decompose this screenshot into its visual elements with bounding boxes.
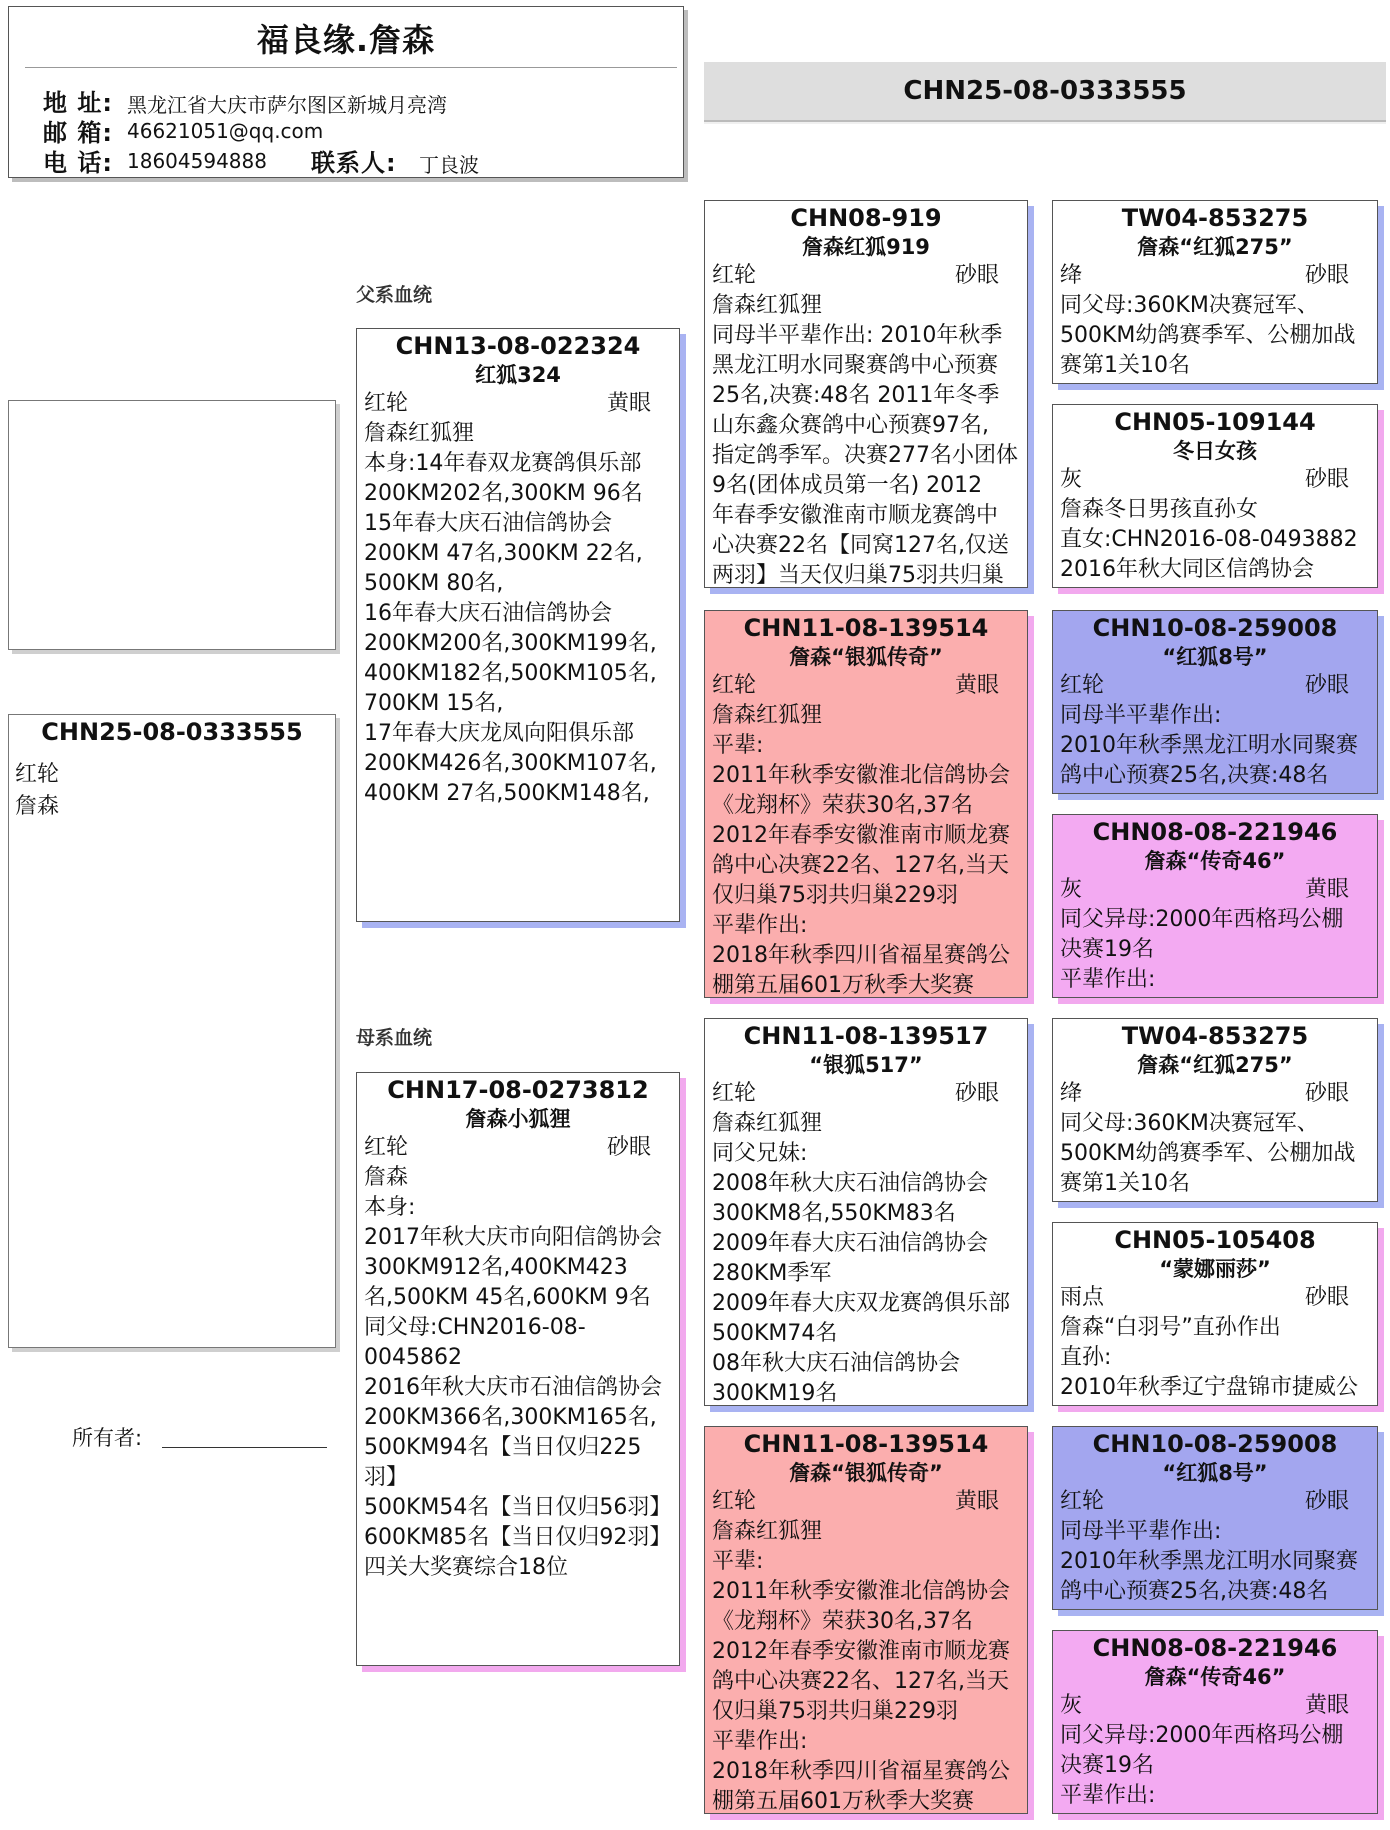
ring-number: CHN05-109144 — [1114, 408, 1316, 436]
owner-signature-line — [162, 1447, 327, 1448]
pedigree-note-line: 200KM426名,300KM107名, — [364, 751, 657, 776]
pedigree-note-line: 500KM 80名, — [364, 571, 504, 596]
pedigree-note-line: 2012年春季安徽淮南市顺龙赛 — [712, 823, 1010, 848]
pedigree-note-line: 300KM8名,550KM83名 — [712, 1201, 956, 1226]
ring-number: CHN13-08-022324 — [395, 332, 641, 360]
pedigree-note-line: 2009年春大庆石油信鸽协会 — [712, 1231, 988, 1256]
contact-value: 丁良波 — [419, 153, 479, 177]
pedigree-note-line: 300KM19名 — [712, 1381, 838, 1406]
sire-dam-card — [704, 610, 1028, 998]
pedigree-note-line: 0045862 — [364, 1345, 462, 1370]
sire-sire-card — [704, 200, 1028, 588]
pedigree-note-line: 2016年秋大庆市石油信鸽协会 — [364, 1375, 662, 1400]
eye-type: 黄眼 — [1304, 1693, 1349, 1718]
sds-card — [1052, 610, 1378, 794]
pedigree-note-line: 两羽】当天仅归巢75羽共归巢 — [712, 563, 1004, 588]
ring-number: CHN11-08-139517 — [743, 1022, 989, 1050]
eye-type: 黄眼 — [954, 1489, 999, 1514]
color-eye-row — [1053, 1283, 1377, 1313]
color-eye-row — [1053, 1079, 1377, 1109]
pedigree-note-line: 同母半平辈作出: 2010年秋季 — [712, 323, 1003, 348]
dam-card — [356, 1072, 680, 1666]
breeder-title: 福良缘.詹森 — [256, 21, 436, 59]
pedigree-note-line: 名,500KM 45名,600KM 9名 — [364, 1285, 651, 1310]
dam-dam-card — [704, 1426, 1028, 1814]
address-value: 黑龙江省大庆市萨尔图区新城月亮湾 — [127, 93, 447, 117]
pigeon-name: 詹森“银狐传奇” — [789, 1461, 943, 1485]
ring-number: CHN17-08-0273812 — [387, 1076, 649, 1104]
ddd-card — [1052, 1630, 1378, 1814]
pedigree-note-line: 200KM366名,300KM165名, — [364, 1405, 657, 1430]
eye-type: 砂眼 — [1304, 1081, 1349, 1106]
subject-line: 红轮 — [15, 762, 60, 787]
pedigree-note-line: 棚第五届601万秋季大奖赛 — [712, 1789, 974, 1814]
pedigree-note-line: 鸽中心预赛25名,决赛:48名 — [1060, 763, 1329, 788]
pedigree-note-line: 300KM912名,400KM423 — [364, 1255, 628, 1280]
pedigree-note-line: 200KM202名,300KM 96名 — [364, 481, 643, 506]
pedigree-note-line: 同父异母:2000年西格玛公棚 — [1060, 1723, 1344, 1748]
pigeon-name: 詹森小狐狸 — [465, 1107, 571, 1131]
pedigree-note-line: 四关大奖赛综合18位 — [364, 1555, 568, 1580]
pedigree-note-line: 黑龙江明水同聚赛鸽中心预赛 — [712, 353, 999, 378]
pigeon-photo-frame — [8, 400, 336, 650]
phone-label: 电 话: — [43, 149, 113, 177]
sss-card — [1052, 200, 1378, 384]
pedigree-note-line: 500KM幼鸽赛季军、公棚加战 — [1060, 1141, 1356, 1166]
feather-color: 红轮 — [712, 1081, 757, 1106]
ssd-card — [1052, 404, 1378, 588]
pigeon-name: 詹森“传奇46” — [1144, 849, 1286, 873]
pedigree-note-line: 平辈作出: — [1060, 1783, 1156, 1808]
pedigree-note-line: 2012年春季安徽淮南市顺龙赛 — [712, 1639, 1010, 1664]
dam-line-label: 母系血统 — [356, 1027, 433, 1049]
pedigree-banner: CHN25-08-0333555 — [704, 62, 1386, 122]
pigeon-name: 詹森红狐919 — [802, 235, 930, 259]
feather-color: 灰 — [1060, 467, 1083, 492]
sdd-card — [1052, 814, 1378, 998]
pedigree-note-line: 仅归巢75羽共归巢229羽 — [712, 1699, 958, 1724]
pedigree-note-line: 詹森红狐狸 — [712, 1111, 823, 1136]
pedigree-note-line: 08年秋大庆石油信鸽协会 — [712, 1351, 960, 1376]
pedigree-note-line: 决赛19名 — [1060, 1753, 1154, 1778]
pedigree-note-line: 直女:CHN2016-08-0493882 — [1060, 527, 1358, 552]
pigeon-name: “银狐517” — [809, 1053, 923, 1077]
pedigree-note-line: 同父母:360KM决赛冠军、 — [1060, 293, 1319, 318]
color-eye-row — [1053, 261, 1377, 291]
pedigree-note-line: 16年春大庆石油信鸽协会 — [364, 601, 612, 626]
pedigree-note-line: 17年春大庆龙凤向阳俱乐部 — [364, 721, 634, 746]
pedigree-note-line: 600KM85名【当日仅归92羽】 — [364, 1525, 672, 1550]
pedigree-note-line: 鸽中心预赛25名,决赛:48名 — [1060, 1579, 1329, 1604]
pedigree-note-line: 同母半平辈作出: — [1060, 1519, 1222, 1544]
feather-color: 绛 — [1060, 263, 1083, 288]
pedigree-note-line: 平辈: — [712, 1549, 764, 1574]
pedigree-note-line: 詹森 — [364, 1165, 409, 1190]
color-eye-row — [705, 261, 1027, 291]
pedigree-note-line: 决赛19名 — [1060, 937, 1154, 962]
header-divider — [25, 67, 677, 68]
breeder-header — [8, 6, 684, 178]
email-value: 46621051@qq.com — [127, 119, 324, 143]
ring-number: CHN11-08-139514 — [743, 1430, 989, 1458]
color-eye-row — [705, 1079, 1027, 1109]
pedigree-note-line: 2017年秋大庆市向阳信鸽协会 — [364, 1225, 662, 1250]
pigeon-name: “蒙娜丽莎” — [1159, 1257, 1271, 1281]
pedigree-note-line: 280KM季军 — [712, 1261, 832, 1286]
pedigree-note-line: 2011年秋季安徽淮北信鸽协会 — [712, 1579, 1010, 1604]
feather-color: 灰 — [1060, 1693, 1083, 1718]
pedigree-note-line: 500KM54名【当日仅归56羽】 — [364, 1495, 672, 1520]
pedigree-note-line: 直孙: — [1060, 1345, 1112, 1370]
pedigree-note-line: 本身:14年春双龙赛鸽俱乐部 — [364, 451, 642, 476]
pedigree-note-line: 同父异母:2000年西格玛公棚 — [1060, 907, 1344, 932]
address-label: 地 址: — [43, 89, 113, 117]
pedigree-note-line: 平辈作出: — [712, 1729, 808, 1754]
subject-id: CHN25-08-0333555 — [41, 718, 303, 746]
pedigree-note-line: 鸽中心决赛22名、127名,当天 — [712, 853, 1009, 878]
pedigree-note-line: 400KM182名,500KM105名, — [364, 661, 657, 686]
pigeon-name: 红狐324 — [475, 363, 561, 387]
pedigree-note-line: 鸽中心决赛22名、127名,当天 — [712, 1669, 1009, 1694]
pedigree-note-line: 年春季安徽淮南市顺龙赛鸽中 — [712, 503, 999, 528]
eye-type: 黄眼 — [1304, 877, 1349, 902]
pedigree-note-line: 棚第五届601万秋季大奖赛 — [712, 973, 974, 998]
owner-label: 所有者: — [72, 1426, 143, 1450]
ring-number: CHN08-08-221946 — [1092, 1634, 1338, 1662]
feather-color: 红轮 — [1060, 673, 1105, 698]
pedigree-note-line: 《龙翔杯》荣获30名,37名 — [712, 1609, 973, 1634]
feather-color: 红轮 — [1060, 1489, 1105, 1514]
feather-color: 红轮 — [364, 1135, 409, 1160]
eye-type: 砂眼 — [954, 1081, 999, 1106]
pedigree-note-line: 2018年秋季四川省福星赛鸽公 — [712, 1759, 1010, 1784]
subject-card — [8, 714, 336, 1348]
contact-label: 联系人: — [311, 149, 397, 177]
feather-color: 红轮 — [712, 263, 757, 288]
feather-color: 红轮 — [712, 1489, 757, 1514]
ring-number: TW04-853275 — [1121, 1022, 1309, 1050]
pedigree-note-line: 2010年秋季黑龙江明水同聚赛 — [1060, 1549, 1358, 1574]
eye-type: 砂眼 — [606, 1135, 651, 1160]
pedigree-note-line: 500KM幼鸽赛季军、公棚加战 — [1060, 323, 1356, 348]
pedigree-note-line: 同父兄妹: — [712, 1141, 808, 1166]
pedigree-note-line: 2010年秋季辽宁盘锦市捷威公 — [1060, 1375, 1358, 1400]
dss-card — [1052, 1018, 1378, 1202]
pedigree-note-line: 詹森红狐狸 — [712, 293, 823, 318]
pedigree-note-line: 2018年秋季四川省福星赛鸽公 — [712, 943, 1010, 968]
dsd-card — [1052, 1222, 1378, 1406]
pedigree-note-line: 2008年秋大庆石油信鸽协会 — [712, 1171, 988, 1196]
ring-number: CHN10-08-259008 — [1092, 614, 1338, 642]
pedigree-note-line: 平辈作出: — [1060, 967, 1156, 992]
feather-color: 雨点 — [1060, 1285, 1105, 1310]
pedigree-note-line: 2016年秋大同区信鸽协会 — [1060, 557, 1314, 582]
pedigree-note-line: 2010年秋季黑龙江明水同聚赛 — [1060, 733, 1358, 758]
pedigree-note-line: 心决赛22名【同窝127名,仅送 — [712, 533, 1009, 558]
pedigree-note-line: 200KM200名,300KM199名, — [364, 631, 657, 656]
pedigree-note-line: 9名(团体成员第一名) 2012 — [712, 473, 983, 498]
pigeon-name: 詹森“红狐275” — [1137, 235, 1293, 259]
pedigree-note-line: 山东鑫众赛鸽中心预赛97名, — [712, 413, 989, 438]
phone-value: 18604594888 — [127, 149, 267, 173]
pedigree-note-line: 詹森红狐狸 — [712, 703, 823, 728]
dds-card — [1052, 1426, 1378, 1610]
subject-line: 詹森 — [15, 794, 60, 819]
color-eye-row — [357, 389, 679, 419]
pedigree-note-line: 同父母:360KM决赛冠军、 — [1060, 1111, 1319, 1136]
pigeon-name: 詹森“传奇46” — [1144, 1665, 1286, 1689]
ring-number: CHN08-08-221946 — [1092, 818, 1338, 846]
ring-number: CHN08-919 — [790, 204, 942, 232]
ring-number: TW04-853275 — [1121, 204, 1309, 232]
pedigree-note-line: 詹森“白羽号”直孙作出 — [1060, 1315, 1281, 1340]
pedigree-note-line: 25名,决赛:48名 2011年冬季 — [712, 383, 1000, 408]
dam-sire-card — [704, 1018, 1028, 1406]
color-eye-row — [1053, 465, 1377, 495]
ring-number: CHN10-08-259008 — [1092, 1430, 1338, 1458]
feather-color: 红轮 — [364, 391, 409, 416]
pedigree-note-line: 700KM 15名, — [364, 691, 504, 716]
color-eye-row — [1053, 1691, 1377, 1721]
pedigree-note-line: 指定鸽季军。决赛277名小团体 — [712, 443, 1018, 468]
pigeon-name: “红狐8号” — [1162, 645, 1268, 669]
pedigree-note-line: 200KM 47名,300KM 22名, — [364, 541, 643, 566]
pedigree-note-line: 2011年秋季安徽淮北信鸽协会 — [712, 763, 1010, 788]
ring-number: CHN11-08-139514 — [743, 614, 989, 642]
pedigree-note-line: 赛第1关10名 — [1060, 1171, 1190, 1196]
pedigree-note-line: 詹森红狐狸 — [712, 1519, 823, 1544]
color-eye-row — [705, 1487, 1027, 1517]
pigeon-name: 詹森“红狐275” — [1137, 1053, 1293, 1077]
pedigree-note-line: 仅归巢75羽共归巢229羽 — [712, 883, 958, 908]
sire-line-label: 父系血统 — [356, 284, 433, 306]
sire-card — [356, 328, 680, 922]
color-eye-row — [1053, 875, 1377, 905]
eye-type: 砂眼 — [954, 263, 999, 288]
pigeon-name: 詹森“银狐传奇” — [789, 645, 943, 669]
eye-type: 砂眼 — [1304, 1285, 1349, 1310]
pedigree-note-line: 詹森冬日男孩直孙女 — [1060, 497, 1259, 522]
feather-color: 绛 — [1060, 1081, 1083, 1106]
pigeon-name: “红狐8号” — [1162, 1461, 1268, 1485]
color-eye-row — [705, 671, 1027, 701]
feather-color: 红轮 — [712, 673, 757, 698]
pedigree-note-line: 2009年春大庆双龙赛鸽俱乐部 — [712, 1291, 1010, 1316]
pedigree-note-line: 平辈作出: — [712, 913, 808, 938]
pedigree-note-line: 400KM 27名,500KM148名, — [364, 781, 650, 806]
eye-type: 砂眼 — [1304, 673, 1349, 698]
eye-type: 砂眼 — [1304, 1489, 1349, 1514]
pigeon-name: 冬日女孩 — [1173, 439, 1257, 463]
pedigree-note-line: 本身: — [364, 1195, 416, 1220]
pedigree-note-line: 500KM94名【当日仅归225 — [364, 1435, 642, 1460]
color-eye-row — [1053, 671, 1377, 701]
pedigree-note-line: 《龙翔杯》荣获30名,37名 — [712, 793, 973, 818]
feather-color: 灰 — [1060, 877, 1083, 902]
ring-number: CHN05-105408 — [1114, 1226, 1316, 1254]
pedigree-note-line: 同父母:CHN2016-08- — [364, 1315, 586, 1340]
eye-type: 砂眼 — [1304, 467, 1349, 492]
email-label: 邮 箱: — [43, 119, 113, 147]
pedigree-note-line: 詹森红狐狸 — [364, 421, 475, 446]
pedigree-note-line: 平辈: — [712, 733, 764, 758]
pedigree-note-line: 赛第1关10名 — [1060, 353, 1190, 378]
color-eye-row — [357, 1133, 679, 1163]
color-eye-row — [1053, 1487, 1377, 1517]
pedigree-note-line: 15年春大庆石油信鸽协会 — [364, 511, 612, 536]
eye-type: 黄眼 — [954, 673, 999, 698]
pedigree-note-line: 同母半平辈作出: — [1060, 703, 1222, 728]
pedigree-note-line: 羽】 — [364, 1465, 409, 1490]
eye-type: 黄眼 — [606, 391, 651, 416]
eye-type: 砂眼 — [1304, 263, 1349, 288]
pedigree-note-line: 500KM74名 — [712, 1321, 838, 1346]
